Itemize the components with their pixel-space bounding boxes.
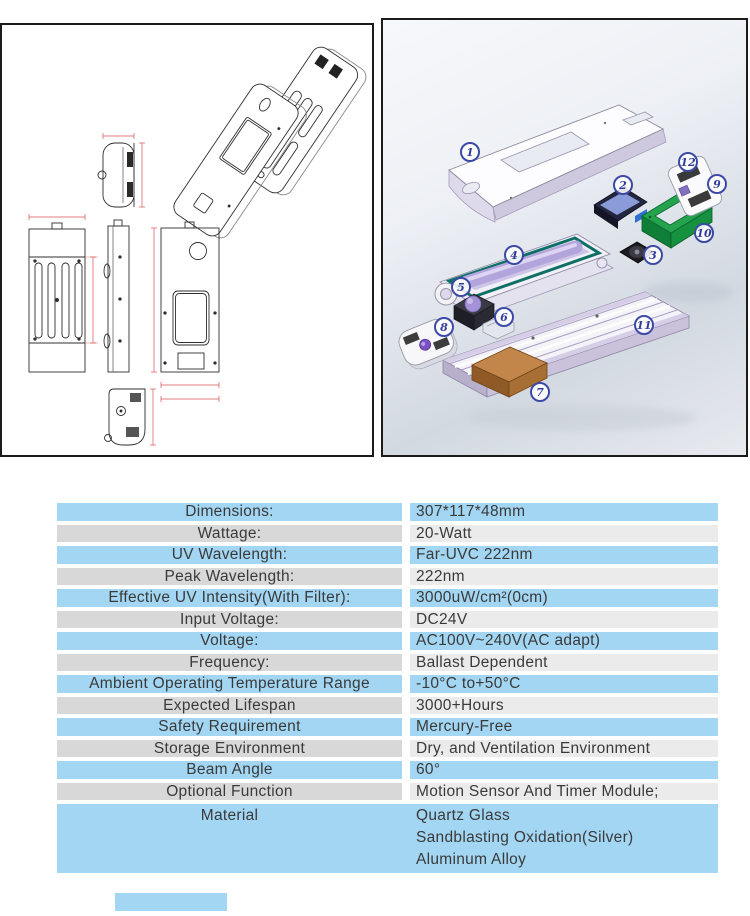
- column-gap: [402, 589, 410, 607]
- spec-value-line: Aluminum Alloy: [416, 851, 527, 868]
- spec-value: DC24V: [410, 611, 718, 629]
- callout-11: 11: [634, 315, 654, 335]
- side-view: [104, 220, 129, 372]
- spec-value-line: Quartz Glass: [416, 807, 511, 824]
- exploded-view-panel: [381, 18, 748, 457]
- spec-label: Effective UV Intensity(With Filter):: [57, 589, 402, 607]
- spec-row: [57, 654, 718, 672]
- callout-6: 6: [494, 307, 514, 327]
- column-gap: [402, 654, 410, 672]
- exploded-view-svg: [383, 20, 746, 455]
- spec-row: [57, 675, 718, 693]
- spec-row: [57, 503, 718, 521]
- callout-12: 12: [678, 152, 698, 172]
- spec-value: Ballast Dependent: [410, 654, 718, 672]
- column-gap: [402, 740, 410, 758]
- spec-label: Ambient Operating Temperature Range: [57, 675, 402, 693]
- spec-value: AC100V~240V(AC adapt): [410, 632, 718, 650]
- spec-label: Peak Wavelength:: [57, 568, 402, 586]
- footer-accent-bar: [115, 893, 227, 911]
- spec-value: -10°C to+50°C: [410, 675, 718, 693]
- callout-7: 7: [530, 382, 550, 402]
- spec-value-list: [402, 804, 718, 873]
- column-gap: [402, 783, 410, 801]
- spec-row: [57, 783, 718, 801]
- spec-value: 307*117*48mm: [410, 503, 718, 521]
- spec-label: Safety Requirement: [57, 718, 402, 736]
- spec-value-line: Sandblasting Oxidation(Silver): [416, 829, 634, 846]
- spec-value: 3000uW/cm²(0cm): [410, 589, 718, 607]
- callout-2: 2: [613, 175, 633, 195]
- spec-label: Dimensions:: [57, 503, 402, 521]
- column-gap: [402, 525, 410, 543]
- spec-row: [57, 568, 718, 586]
- spec-label: Optional Function: [57, 783, 402, 801]
- display-face-view: [161, 222, 219, 372]
- technical-drawing-panel: [0, 23, 374, 457]
- end-cap-top-view: [98, 143, 134, 207]
- end-cap-bottom-view: [105, 389, 146, 445]
- spec-label: Material: [200, 807, 259, 824]
- spec-value: Motion Sensor And Timer Module;: [410, 783, 718, 801]
- spec-label: Expected Lifespan: [57, 697, 402, 715]
- column-gap: [402, 675, 410, 693]
- column-gap: [402, 503, 410, 521]
- spec-label: Frequency:: [57, 654, 402, 672]
- spec-row: [57, 546, 718, 564]
- callout-1: 1: [460, 142, 480, 162]
- spec-row: [57, 589, 718, 607]
- callout-3: 3: [643, 245, 663, 265]
- spec-label: Beam Angle: [57, 761, 402, 779]
- column-gap: [402, 761, 410, 779]
- callout-5: 5: [451, 277, 471, 297]
- spec-table: [57, 503, 718, 873]
- column-gap: [402, 546, 410, 564]
- column-gap: [402, 568, 410, 586]
- spec-label: Voltage:: [57, 632, 402, 650]
- spec-value: Far-UVC 222nm: [410, 546, 718, 564]
- spec-value: Dry, and Ventilation Environment: [410, 740, 718, 758]
- front-view: [29, 223, 85, 372]
- callout-10: 10: [694, 223, 714, 243]
- spec-row: [57, 525, 718, 543]
- callout-9: 9: [707, 174, 727, 194]
- spec-label: Storage Environment: [57, 740, 402, 758]
- spec-row: [57, 740, 718, 758]
- column-gap: [402, 718, 410, 736]
- spec-row: [57, 718, 718, 736]
- spec-row: [57, 697, 718, 715]
- technical-drawing-svg: [2, 25, 372, 455]
- spec-row: [57, 611, 718, 629]
- column-gap: [402, 697, 410, 715]
- spec-label: UV Wavelength:: [57, 546, 402, 564]
- callout-8: 8: [434, 317, 454, 337]
- spec-label: Wattage:: [57, 525, 402, 543]
- spec-value: 20-Watt: [410, 525, 718, 543]
- spec-value: 222nm: [410, 568, 718, 586]
- spec-label: Input Voltage:: [57, 611, 402, 629]
- spec-value: Mercury-Free: [410, 718, 718, 736]
- spec-row: [57, 632, 718, 650]
- spec-row: [57, 761, 718, 779]
- callout-4: 4: [504, 245, 524, 265]
- column-gap: [402, 611, 410, 629]
- spec-value: 3000+Hours: [410, 697, 718, 715]
- spec-value: 60°: [410, 761, 718, 779]
- column-gap: [402, 632, 410, 650]
- shadow: [468, 405, 698, 431]
- spec-row-material: [57, 804, 718, 873]
